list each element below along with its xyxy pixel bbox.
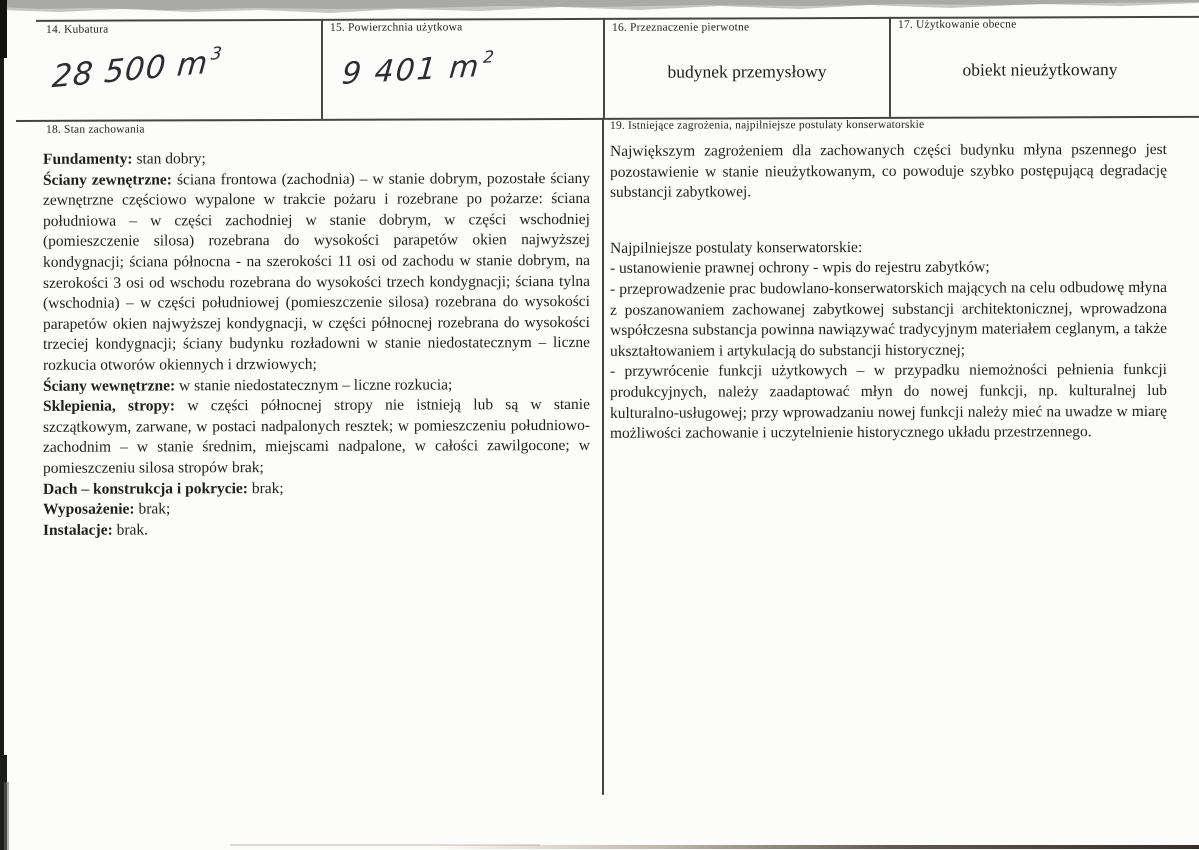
- scan-border-left-top: [0, 0, 7, 58]
- field-14-value-text: 28 500 m: [50, 44, 210, 96]
- torn-paper-edge: [0, 0, 1199, 24]
- field-15-value-text: 9 401 m: [340, 48, 483, 92]
- field-16-value: budynek przemysłowy: [667, 61, 827, 82]
- table-divider-14-15: [321, 19, 323, 119]
- paragraph-text: stan dobry;: [132, 150, 206, 168]
- paragraph-sciany-zewnetrzne: [43, 169, 590, 377]
- field-14-label: 14. Kubatura: [46, 23, 109, 36]
- paragraph-text: w części północnej stropy nie istnieją lub są w stanie szczątkowym, zarwane, w postaci nadpalonych resztek; w pomieszczeniu południowo-zachodnim – w stanie średnim, miejscami nadpalone, w całości zawilgocone; w pomieszczeniu silosa stropów brak;: [43, 396, 590, 477]
- field-17-value: obiekt nieużytkowany: [962, 59, 1118, 80]
- paragraph-postulate-3: - przywrócenie funkcji użytkowych – w przypadku niemożności pełnienia funkcji produkcyjnych, należy zaadaptować młyn do nowej funkcji, np. kulturalnej lub kulturalno-usługowej; przy wprowadzaniu nowej funkcji należy mieć na uwadze w miarę możliwości zachowanie i uczytelnienie historycznego układu przestrzennego.: [610, 361, 1167, 442]
- paragraph-text: brak;: [247, 479, 284, 497]
- paragraph-threat-intro: Największym zagrożeniem dla zachowanych części budynku młyna pszennego jest pozostawienie w stanie nieużytkowanym, co powoduje szybko postępującą degradację substancji zabytkowej.: [610, 140, 1167, 202]
- paragraph-sklepienia-stropy: [43, 395, 590, 479]
- field-15-value-superscript: 2: [482, 47, 497, 67]
- paragraph-sciany-wewnetrzne: [43, 374, 590, 397]
- field-15-label: 15. Powierzchnia użytkowa: [330, 21, 463, 34]
- bold-lead: Sklepienia, stropy:: [43, 397, 176, 415]
- bold-lead: Fundamenty:: [43, 150, 133, 168]
- paragraph-wyposazenie: [43, 498, 590, 521]
- paragraph-text: brak;: [134, 500, 171, 518]
- scan-border-left: [0, 0, 4, 850]
- field-18-body: [43, 148, 590, 541]
- bold-lead: Ściany zewnętrzne:: [43, 170, 172, 189]
- field-18-label: 18. Stan zachowania: [46, 123, 145, 136]
- field-14-handwritten-value: [51, 44, 222, 96]
- bold-lead: Ściany wewnętrzne:: [43, 376, 176, 395]
- paragraph-text: brak.: [112, 521, 149, 539]
- paragraph-fundamenty: [43, 148, 590, 171]
- table-border-header-row: [16, 116, 1199, 122]
- paragraph-instalacje: [43, 519, 590, 542]
- paragraph-postulate-2: - przeprowadzenie prac budowlano-konserwatorskich mających na celu odbudowę młyna z poszanowaniem zachowanej zabytkowej substancji architektonicznej, wprowadzona współczesna substancja powinna nawiązywać tradycyjnym materiałem ceglanym, a także ukształtowaniem i artykulacją do substancji historycznej;: [610, 278, 1167, 360]
- bold-lead: Wyposażenie:: [43, 500, 135, 518]
- scan-shadow-bottom-faint: [230, 844, 540, 846]
- paragraph-dach: [43, 477, 590, 500]
- bold-lead: Instalacje:: [43, 521, 113, 539]
- field-14-value-superscript: 3: [210, 43, 224, 65]
- paragraph-postulates-heading: Najpilniejsze postulaty konserwatorskie:: [610, 238, 863, 257]
- table-divider-18-19: [602, 118, 604, 795]
- scan-shadow-bottom: [430, 845, 1199, 849]
- field-19-body: [610, 140, 1167, 445]
- field-17-label: 17. Użytkowanie obecne: [898, 18, 1017, 31]
- paragraph-postulate-1: - ustanowienie prawnej ochrony - wpis do rejestru zabytków;: [610, 258, 990, 278]
- field-15-handwritten-value: [341, 48, 495, 92]
- paragraph-text: ściana frontowa (zachodnia) – w stanie dobrym, pozostałe ściany zewnętrzne częściowo wypalone w trakcie pożaru i rozebrane po pożarze: ściana południowa – w części zachodniej w stanie dobrym, w części wschodniej (pomieszczenie silosa) rozebrana do wysokości parapetów okien najwyższej kondygnacji; ściana północna - na szerokości 11 osi od zachodu w stanie dobrym, na szerokości 3 osi od wschodu rozebrana do wysokości trzech kondygnacji; ściana tylna (wschodnia) – w części południowej (pomieszczenie silosa) rozebrana do wysokości parapetów okien najwyższej kondygnacji, w części północnej rozebrana do wysokości trzeciej kondygnacji; ściany budynku rozładowni w stanie niedostatecznym – liczne rozkucia otworów okiennych i drzwiowych;: [43, 169, 590, 374]
- scan-border-left-bottom-gray: [4, 782, 9, 850]
- field-19-label: 19. Istniejące zagrożenia, najpilniejsze postulaty konserwatorskie: [610, 118, 925, 132]
- field-16-label: 16. Przeznaczenie pierwotne: [612, 21, 750, 34]
- bold-lead: Dach – konstrukcja i pokrycie:: [43, 479, 248, 498]
- paragraph-text: w stanie niedostatecznym – liczne rozkucia;: [175, 375, 453, 394]
